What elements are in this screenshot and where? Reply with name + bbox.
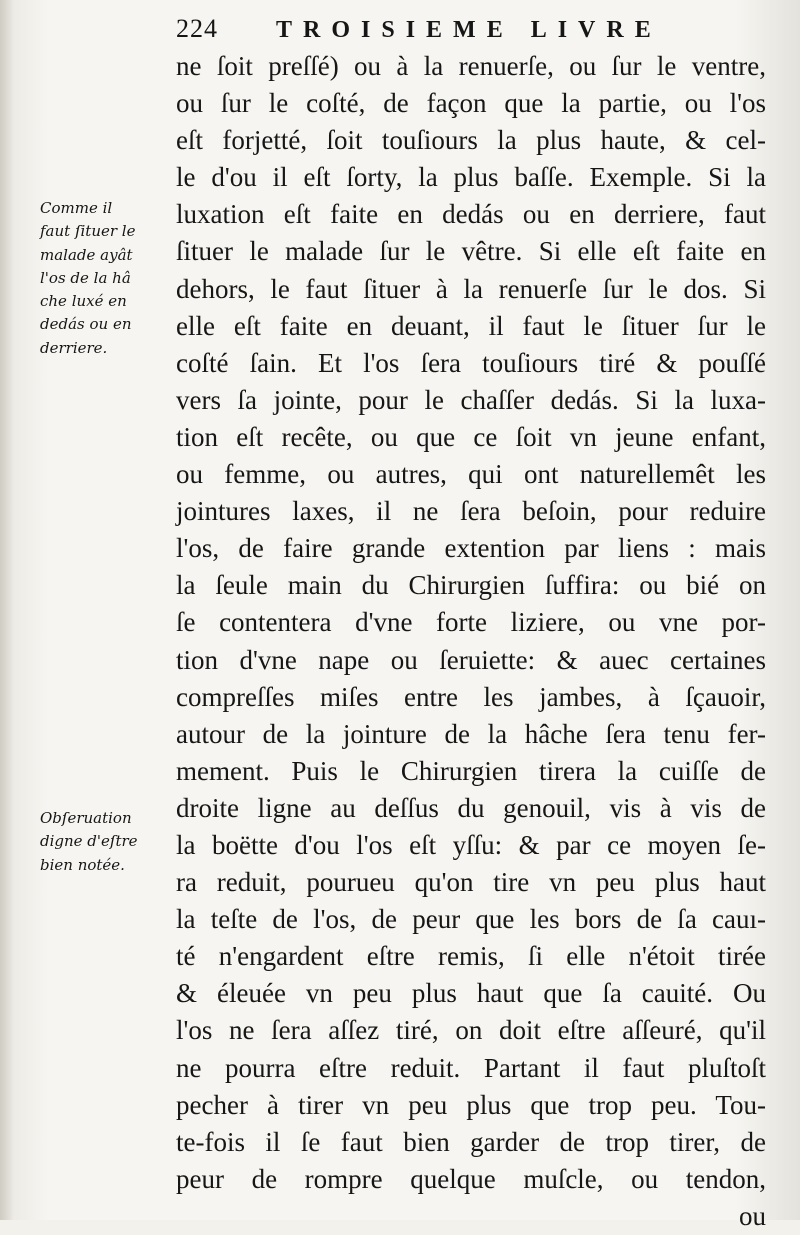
margin-note-line: l'os de la hâ — [40, 268, 131, 287]
text-line: autour de la jointure de la hâche ſera tenu fer- — [176, 718, 766, 749]
text-line: eſt forjetté, ſoit touſiours la plus haute, & cel- — [176, 125, 766, 156]
text-line: compreſſes miſes entre les jambes, à ſçauoir, — [176, 681, 766, 712]
text-line: ou femme, ou autres, qui ont naturellemêt les — [176, 459, 766, 490]
text-line: l'os ne ſera aſſez tiré, on doit eſtre aſſeuré, qu'il — [176, 1015, 766, 1046]
text-line: jointures laxes, il ne ſera beſoin, pour reduire — [176, 496, 766, 527]
margin-note-observation — [40, 807, 168, 877]
text-line: le d'ou il eſt ſorty, la plus baſſe. Exemple. Si la — [176, 162, 766, 193]
page-number: 224 — [176, 14, 218, 43]
text-line: mement. Puis le Chirurgien tirera la cuiſſe de — [176, 755, 766, 786]
text-line: ou ſur le coſté, de façon que la partie, ou l'os — [176, 88, 766, 119]
margin-note-line: digne d'eſtre — [40, 832, 138, 851]
margin-note-line: bien notée. — [40, 855, 125, 874]
margin-note-line: derriere. — [40, 338, 108, 357]
text-line: dehors, le faut ſituer à la renuerſe ſur le dos. Si — [176, 273, 766, 304]
text-line: te-fois il ſe faut bien garder de trop tirer, de — [176, 1126, 766, 1157]
text-line: la teſte de l'os, de peur que les bors de ſa cauı- — [176, 904, 766, 935]
text-line: droite ligne au deſſus du genouil, vis à vis de — [176, 792, 766, 823]
catchword: ou — [739, 1200, 766, 1231]
text-line: ſe contentera d'vne forte liziere, ou vne por- — [176, 607, 766, 638]
text-line: ſituer le malade ſur le vêtre. Si elle eſt faite en — [176, 236, 766, 267]
text-line: & éleuée vn peu plus haut que ſa cauité. Ou — [176, 978, 766, 1009]
text-line: ne pourra eſtre reduit. Partant il faut pluſtoſt — [176, 1052, 766, 1083]
margin-note-line: malade ayât — [40, 245, 133, 264]
text-line: la ſeule main du Chirurgien ſuffira: ou bié on — [176, 570, 766, 601]
gutter-shadow — [0, 0, 14, 1220]
text-line: coſté ſain. Et l'os ſera touſiours tiré & pouſſé — [176, 347, 766, 378]
running-title: TROISIEME LIVRE — [276, 17, 662, 43]
text-line: vers ſa jointe, pour le chaſſer dedás. Si la luxa- — [176, 384, 766, 415]
text-line: luxation eſt faite en dedás ou en derriere, faut — [176, 199, 766, 230]
body-text — [176, 48, 766, 1235]
text-line: tion eſt recête, ou que ce ſoit vn jeune enfant, — [176, 421, 766, 452]
text-line: la boëtte d'ou l'os eſt yſſu: & par ce moyen ſe- — [176, 829, 766, 860]
text-line: ne ſoit preſſé) ou à la renuerſe, ou ſur le ventre, — [176, 51, 766, 81]
margin-note-line: Comme il — [40, 199, 113, 217]
text-line: té n'engardent eſtre remis, ſi elle n'étoit tirée — [176, 941, 766, 972]
margin-note-line: Obſeruation — [40, 809, 132, 827]
text-line: elle eſt faite en deuant, il faut le ſituer ſur le — [176, 310, 766, 341]
text-line: peur de rompre quelque muſcle, ou tendon, — [176, 1163, 766, 1194]
page-header — [176, 14, 762, 48]
margin-note-line: dedás ou en — [40, 315, 132, 334]
margin-note-positioning — [40, 197, 168, 360]
margin-note-line: faut ſituer le — [40, 222, 136, 241]
text-line: tion d'vne nape ou ſeruiette: & auec certaines — [176, 644, 766, 675]
text-line: pecher à tirer vn peu plus que trop peu. Tou- — [176, 1089, 766, 1120]
margin-note-line: che luxé en — [40, 292, 127, 311]
text-line: ra reduit, pourueu qu'on tire vn peu plus haut — [176, 867, 766, 898]
text-line: l'os, de faire grande extention par liens : mais — [176, 533, 766, 564]
